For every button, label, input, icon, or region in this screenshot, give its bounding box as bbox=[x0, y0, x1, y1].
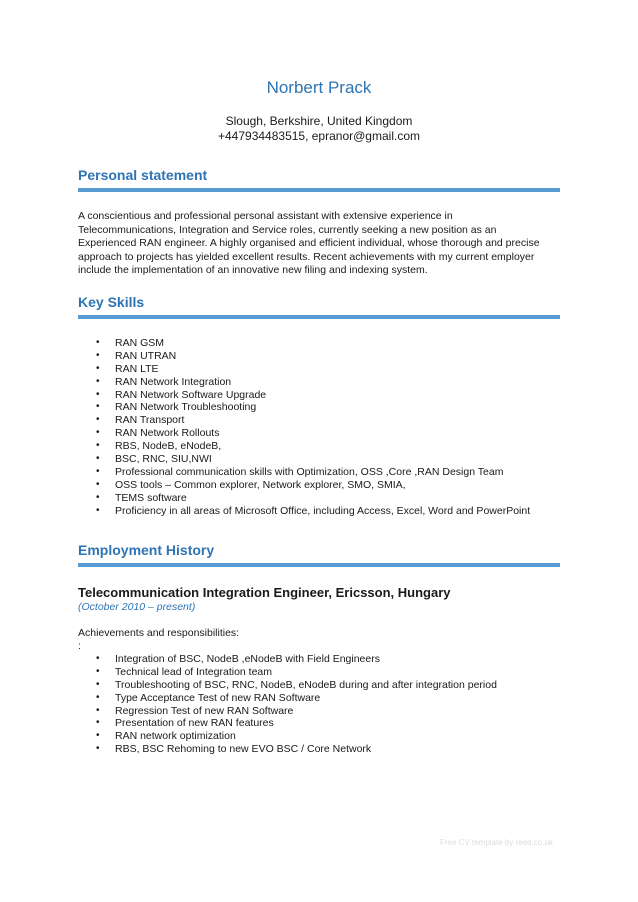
list-item: • RAN Network Integration bbox=[96, 376, 530, 389]
job-dates: (October 2010 – present) bbox=[78, 601, 196, 613]
key-skills-heading: Key Skills bbox=[78, 294, 145, 310]
achievements-label: Achievements and responsibilities: bbox=[78, 627, 240, 639]
list-item: • RAN LTE bbox=[96, 363, 530, 376]
list-item: • Presentation of new RAN features bbox=[96, 717, 497, 730]
list-item: • RAN UTRAN bbox=[96, 350, 530, 363]
list-item: • Integration of BSC, NodeB ,eNodeB with Field Engineers bbox=[96, 653, 497, 666]
colon-mark: : bbox=[78, 640, 81, 652]
list-item: • Regression Test of new RAN Software bbox=[96, 705, 497, 718]
statement-line: approach to projects has yielded excellent results. Recent achievements with my current employer bbox=[78, 250, 535, 263]
list-item: • RAN Network Software Upgrade bbox=[96, 389, 530, 402]
list-item: • Professional communication skills with Optimization, OSS ,Core ,RAN Design Team bbox=[96, 466, 530, 479]
footer-credit: Free CV template by reed.co.uk bbox=[440, 838, 553, 847]
list-item: • RAN Network Rollouts bbox=[96, 427, 530, 440]
list-item: • BSC, RNC, SIU,NWI bbox=[96, 453, 530, 466]
job-title: Telecommunication Integration Engineer, Ericsson, Hungary bbox=[78, 585, 451, 600]
list-item: • RAN Network Troubleshooting bbox=[96, 401, 530, 414]
statement-line: A conscientious and professional personal assistant with extensive experience in bbox=[78, 210, 453, 222]
list-item: • Technical lead of Integration team bbox=[96, 666, 497, 679]
contact-line: +447934483515, epranor@gmail.com bbox=[218, 129, 420, 143]
key-skills-list bbox=[96, 337, 530, 517]
employment-history-heading: Employment History bbox=[78, 542, 215, 558]
list-item: • Type Acceptance Test of new RAN Software bbox=[96, 692, 497, 705]
list-item: • RAN GSM bbox=[96, 337, 530, 350]
candidate-name: Norbert Prack bbox=[266, 78, 372, 97]
list-item: • OSS tools – Common explorer, Network explorer, SMO, SMIA, bbox=[96, 479, 530, 492]
statement-line: Telecommunications, Integration and Service roles, currently seeking a new position as an bbox=[78, 223, 497, 236]
list-item: • RAN Transport bbox=[96, 414, 530, 427]
personal-statement-text bbox=[78, 210, 560, 278]
list-item: • RBS, BSC Rehoming to new EVO BSC / Core Network bbox=[96, 743, 497, 756]
list-item: • TEMS software bbox=[96, 492, 530, 505]
section-divider bbox=[78, 188, 560, 192]
list-item: • Troubleshooting of BSC, RNC, NodeB, eNodeB during and after integration period bbox=[96, 679, 497, 692]
statement-line: Experienced RAN engineer. A highly organised and efficient individual, whose thorough and precise bbox=[78, 237, 540, 249]
address: Slough, Berkshire, United Kingdom bbox=[225, 114, 413, 128]
section-divider bbox=[78, 563, 560, 567]
personal-statement-heading: Personal statement bbox=[78, 167, 208, 183]
responsibilities-list bbox=[96, 653, 497, 756]
list-item: • Proficiency in all areas of Microsoft Office, including Access, Excel, Word and PowerPoint bbox=[96, 505, 530, 518]
list-item: • RAN network optimization bbox=[96, 730, 497, 743]
section-divider bbox=[78, 315, 560, 319]
list-item: • RBS, NodeB, eNodeB, bbox=[96, 440, 530, 453]
statement-line: include the implementation of an innovative new filing and indexing system. bbox=[78, 264, 428, 276]
